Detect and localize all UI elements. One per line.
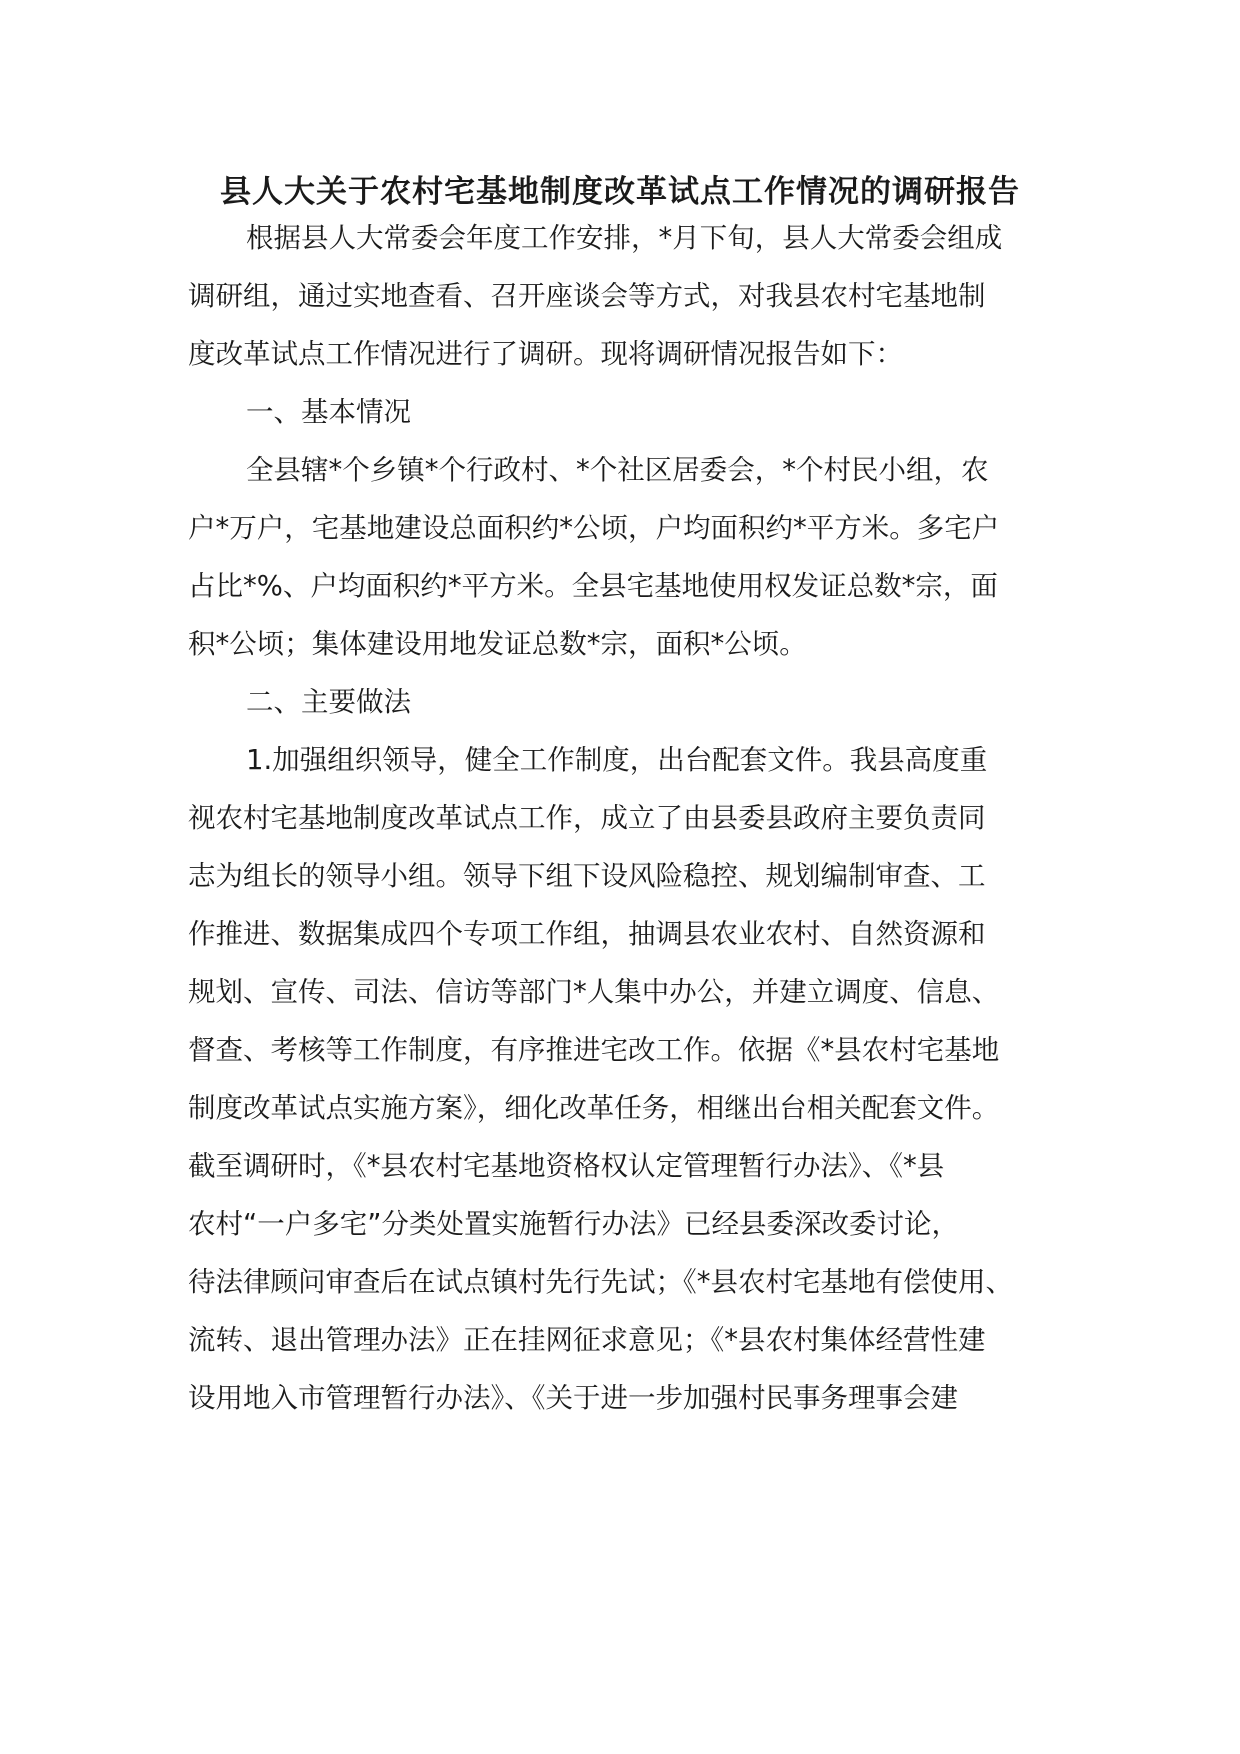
paragraph-line: 制度改革试点实施方案》，细化改革任务，相继出台相关配套文件。	[188, 1092, 1000, 1124]
paragraph-line: 设用地入市管理暂行办法》、《关于进一步加强村民事务理事会建	[188, 1382, 958, 1414]
paragraph-line: 全县辖*个乡镇*个行政村、*个社区居委会，*个村民小组，农	[246, 454, 989, 486]
document-title: 县人大关于农村宅基地制度改革试点工作情况的调研报告	[220, 174, 1020, 210]
paragraph-line: 规划、宣传、司法、信访等部门*人集中办公，并建立调度、信息、	[188, 976, 1000, 1008]
paragraph-line: 视农村宅基地制度改革试点工作，成立了由县委县政府主要负责同	[188, 802, 986, 834]
paragraph-line: 农村“一户多宅”分类处置实施暂行办法》已经县委深改委讨论，	[188, 1208, 959, 1240]
paragraph-line: 志为组长的领导小组。领导下组下设风险稳控、规划编制审查、工	[188, 860, 986, 892]
paragraph-line: 度改革试点工作情况进行了调研。现将调研情况报告如下：	[188, 338, 903, 370]
paragraph-line: 根据县人大常委会年度工作安排，*月下旬，县人大常委会组成	[246, 222, 1003, 254]
paragraph-line: 流转、退出管理办法》正在挂网征求意见；《*县农村集体经营性建	[188, 1324, 986, 1356]
section-heading: 二、主要做法	[246, 686, 411, 718]
paragraph-line: 待法律顾问审查后在试点镇村先行先试；《*县农村宅基地有偿使用、	[188, 1266, 1013, 1298]
section-heading: 一、基本情况	[246, 396, 411, 428]
paragraph-line: 1.加强组织领导，健全工作制度，出台配套文件。我县高度重	[246, 744, 988, 776]
paragraph-line: 户*万户，宅基地建设总面积约*公顷，户均面积约*平方米。多宅户	[188, 512, 1000, 544]
paragraph-line: 截至调研时，《*县农村宅基地资格权认定管理暂行办法》、《*县	[188, 1150, 945, 1182]
paragraph-line: 调研组，通过实地查看、召开座谈会等方式，对我县农村宅基地制	[188, 280, 986, 312]
paragraph-line: 督查、考核等工作制度，有序推进宅改工作。依据《*县农村宅基地	[188, 1034, 1000, 1066]
paragraph-line: 作推进、数据集成四个专项工作组，抽调县农业农村、自然资源和	[188, 918, 986, 950]
paragraph-line: 积*公顷；集体建设用地发证总数*宗，面积*公顷。	[188, 628, 807, 660]
paragraph-line: 占比*%、户均面积约*平方米。全县宅基地使用权发证总数*宗，面	[188, 570, 998, 602]
